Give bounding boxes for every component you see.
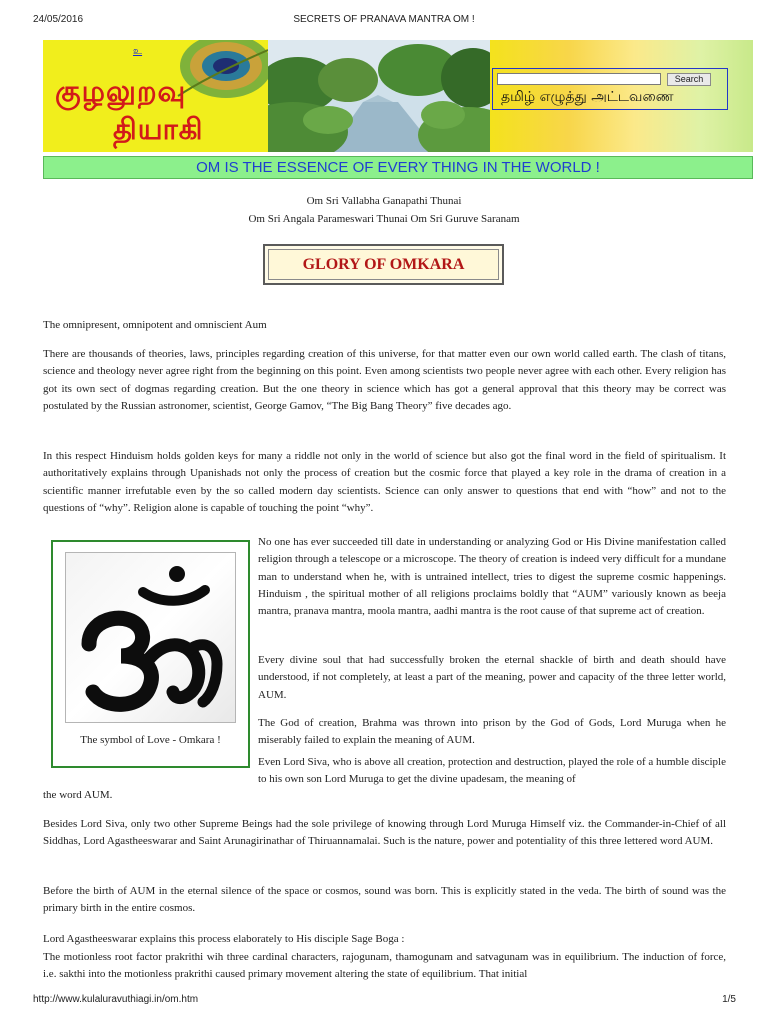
tamil-keyboard-link[interactable]: தமிழ் எழுத்து அட்டவணை [501, 89, 674, 105]
search-box [492, 68, 728, 110]
search-button[interactable]: Search [667, 73, 711, 86]
home-link[interactable]: உ [133, 46, 143, 57]
paragraph-2: In this respect Hinduism holds golden keys for many a riddle not only in the world of science but also got the final word in the field of spiritualism. It authoritatively explains through Upanishads not only the process of creation but the cosmic force that played a key role in the drama of creation in a scientific manner irrefutable even by the so called modern day scientists. Science can only answer to questions that end with “how” and not to the questions of “why”. Religion alone is capable of touching the point “why”. [43, 450, 726, 514]
invocation-line-1: Om Sri Vallabha Ganapathi Thunai [306, 195, 462, 207]
invocation-line-2: Om Sri Angala Parameswari Thunai Om Sri Guruve Saranam [248, 213, 520, 225]
paragraph-6: Even Lord Siva, who is above all creation, protection and destruction, played the role of a humble disciple to his own son Lord Muruga to get the divine upadesam, the meaning of [258, 756, 726, 786]
site-name-line1: குழலுறவு [55, 74, 187, 108]
print-date: 24/05/2016 [33, 14, 84, 25]
paragraph-1: There are thousands of theories, laws, principles regarding creation of this universe, for that matter even our own world called earth. The clash of titans, science and theology never agree right from the beginning on this point. Even among scientists two people never agree with each other. Every religion has got its own sect of dogmas regarding creation. But the one theory in science which has got a general approval that this theory may be correct was postulated by the Russian astronomer, scientist, George Gamov, “The Big Bang Theory” five decades ago. [43, 348, 726, 412]
section-heading: GLORY OF OMKARA [268, 249, 499, 280]
paragraph-6-end: the word AUM. [43, 789, 113, 801]
site-name-line2: தியாகி [113, 112, 204, 146]
paragraph-7: Besides Lord Siva, only two other Supreme Beings had the sole privilege of knowing through Lord Muruga Himself viz. the Commander-in-Chief of all Siddhas, Lord Agastheeswarar and Saint Arunagirinathar of Thiruannamalai. Such is the nature, power and potentiality of this three lettered word AUM. [43, 818, 726, 848]
search-input[interactable] [497, 73, 661, 85]
print-url: http://www.kulaluravuthiagi.in/om.htm [33, 994, 199, 1005]
section-heading-box [263, 244, 504, 285]
site-banner [43, 40, 753, 152]
paragraph-4: Every divine soul that had successfully broken the eternal shackle of birth and death should have understood, if not completely, at least a part of the meaning, power and capacity of the three letter world, AUM. [258, 654, 726, 701]
figure-caption: The symbol of Love - Omkara ! [80, 734, 221, 746]
intro-line: The omnipresent, omnipotent and omniscient Aum [43, 319, 267, 331]
paragraph-8: Before the birth of AUM in the eternal silence of the space or cosmos, sound was born. This is explicitly stated in the veda. The birth of sound was the primary birth in the entire cosmos. [43, 885, 726, 915]
om-symbol-image [65, 552, 236, 723]
om-figure [51, 540, 250, 768]
paragraph-10: The motionless root factor prakrithi wih three cardinal characters, rajogunam, thamogunam and satvagunam was in equilibrium. The induction of force, i.e. sakthi into the motionless prakrithi caused primary movement altering the state of equilibrium. That initial [43, 951, 726, 981]
search-panel [490, 40, 753, 152]
river-landscape-image [268, 40, 490, 152]
paragraph-9: Lord Agastheeswarar explains this process elaborately to His disciple Sage Boga : [43, 933, 405, 945]
paragraph-5: The God of creation, Brahma was thrown into prison by the God of Gods, Lord Muruga when he miserably failed to explain the meaning of AUM. [258, 717, 726, 747]
print-title: SECRETS OF PRANAVA MANTRA OM ! [293, 14, 475, 25]
site-logo-panel [43, 40, 268, 152]
paragraph-3: No one has ever succeeded till date in understanding or analyzing God or His Divine manifestation called religion through a telescope or a microscope. The theory of creation is indeed very difficult for a mundane man to understand when he, with is untrained intellect, tries to digest the supreme cosmic happenings. Hinduism , the spiritual mother of all religions proclaims boldly that “AUM” variously known as beeja mantra, pranava mantra, moola mantra, aadhi mantra is the root cause of that supreme act of creation. [258, 536, 726, 618]
page-title: OM IS THE ESSENCE OF EVERY THING IN THE WORLD ! [43, 156, 753, 179]
print-page-number: 1/5 [722, 994, 736, 1005]
